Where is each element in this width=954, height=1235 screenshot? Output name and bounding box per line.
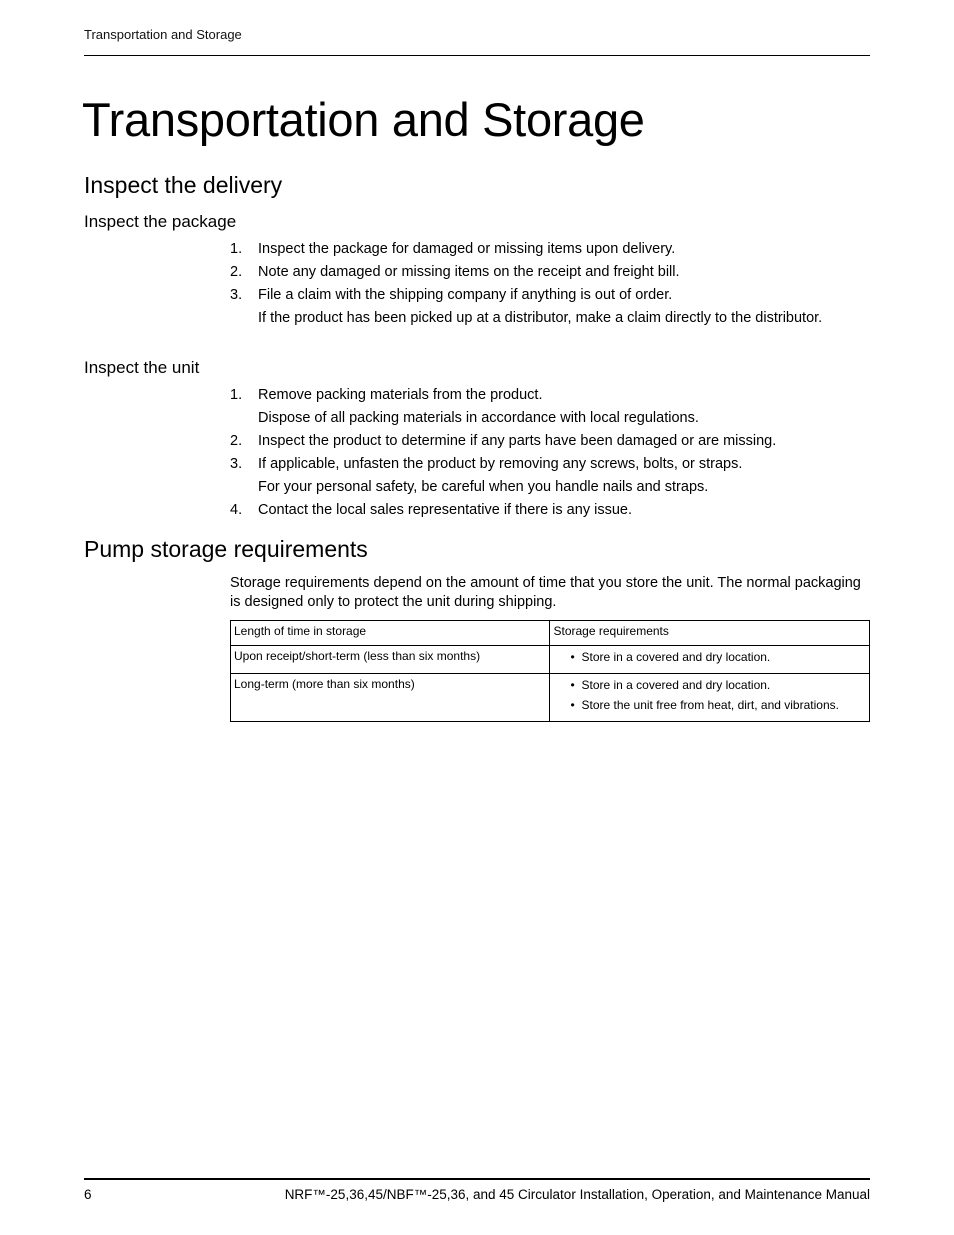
table-cell-requirements — [550, 674, 870, 722]
table-cell-length: Upon receipt/short-term (less than six months) — [231, 646, 550, 674]
step-text: File a claim with the shipping company if anything is out of order. — [258, 287, 673, 303]
list-item — [230, 263, 870, 282]
column-header-length: Length of time in storage — [231, 621, 550, 646]
requirements-list — [553, 677, 866, 714]
table-header-row — [231, 621, 870, 646]
list-item: • Store in a covered and dry location. — [581, 677, 866, 694]
unit-steps-list — [230, 386, 870, 524]
step-number: 3. — [230, 456, 243, 472]
step-number: 1. — [230, 241, 243, 257]
section-heading-delivery: Inspect the delivery — [84, 172, 283, 198]
storage-intro-paragraph: Storage requirements depend on the amount of time that you store the unit. The normal packaging is designed only to protect the unit during shipping. — [230, 575, 861, 610]
table-row — [231, 646, 870, 674]
step-text: If applicable, unfasten the product by removing any screws, bolts, or straps. — [258, 456, 743, 472]
footer-rule — [84, 1178, 870, 1180]
subsection-heading-unit: Inspect the unit — [84, 358, 200, 377]
table-cell-requirements — [550, 646, 870, 674]
column-header-requirements: Storage requirements — [550, 621, 870, 646]
step-text: Note any damaged or missing items on the receipt and freight bill. — [258, 264, 680, 280]
step-text: Inspect the product to determine if any parts have been damaged or are missing. — [258, 433, 777, 449]
step-number: 2. — [230, 264, 243, 280]
step-text: Contact the local sales representative if there is any issue. — [258, 502, 632, 518]
subsection-heading-package: Inspect the package — [84, 212, 237, 231]
page-title: Transportation and Storage — [82, 93, 645, 146]
step-text: Remove packing materials from the product. — [258, 387, 543, 403]
page-number: 6 — [84, 1187, 92, 1202]
table-cell-length: Long-term (more than six months) — [231, 674, 550, 722]
list-item — [230, 432, 870, 451]
running-header: Transportation and Storage — [84, 27, 242, 42]
list-item: • Store in a covered and dry location. — [581, 649, 866, 666]
step-note: For your personal safety, be careful when you handle nails and straps. — [258, 479, 709, 495]
step-number: 3. — [230, 287, 243, 303]
list-item — [230, 501, 870, 520]
step-text: Inspect the package for damaged or missing items upon delivery. — [258, 241, 676, 257]
section-heading-storage: Pump storage requirements — [84, 536, 368, 562]
package-steps-list — [230, 240, 870, 332]
requirements-list — [553, 649, 866, 666]
list-item — [230, 240, 870, 259]
step-note: Dispose of all packing materials in accordance with local regulations. — [258, 410, 699, 426]
table-row — [231, 674, 870, 722]
step-number: 2. — [230, 433, 243, 449]
step-number: 4. — [230, 502, 243, 518]
footer-manual-title: NRF™-25,36,45/NBF™-25,36, and 45 Circulator Installation, Operation, and Maintenance Manual — [284, 1187, 870, 1202]
list-item: • Store the unit free from heat, dirt, and vibrations. — [581, 697, 866, 714]
header-rule — [84, 55, 870, 56]
step-note: If the product has been picked up at a distributor, make a claim directly to the distributor. — [258, 310, 823, 326]
list-item — [230, 455, 870, 497]
storage-requirements-table — [230, 620, 870, 722]
list-item — [230, 286, 870, 328]
list-item — [230, 386, 870, 428]
step-number: 1. — [230, 387, 243, 403]
